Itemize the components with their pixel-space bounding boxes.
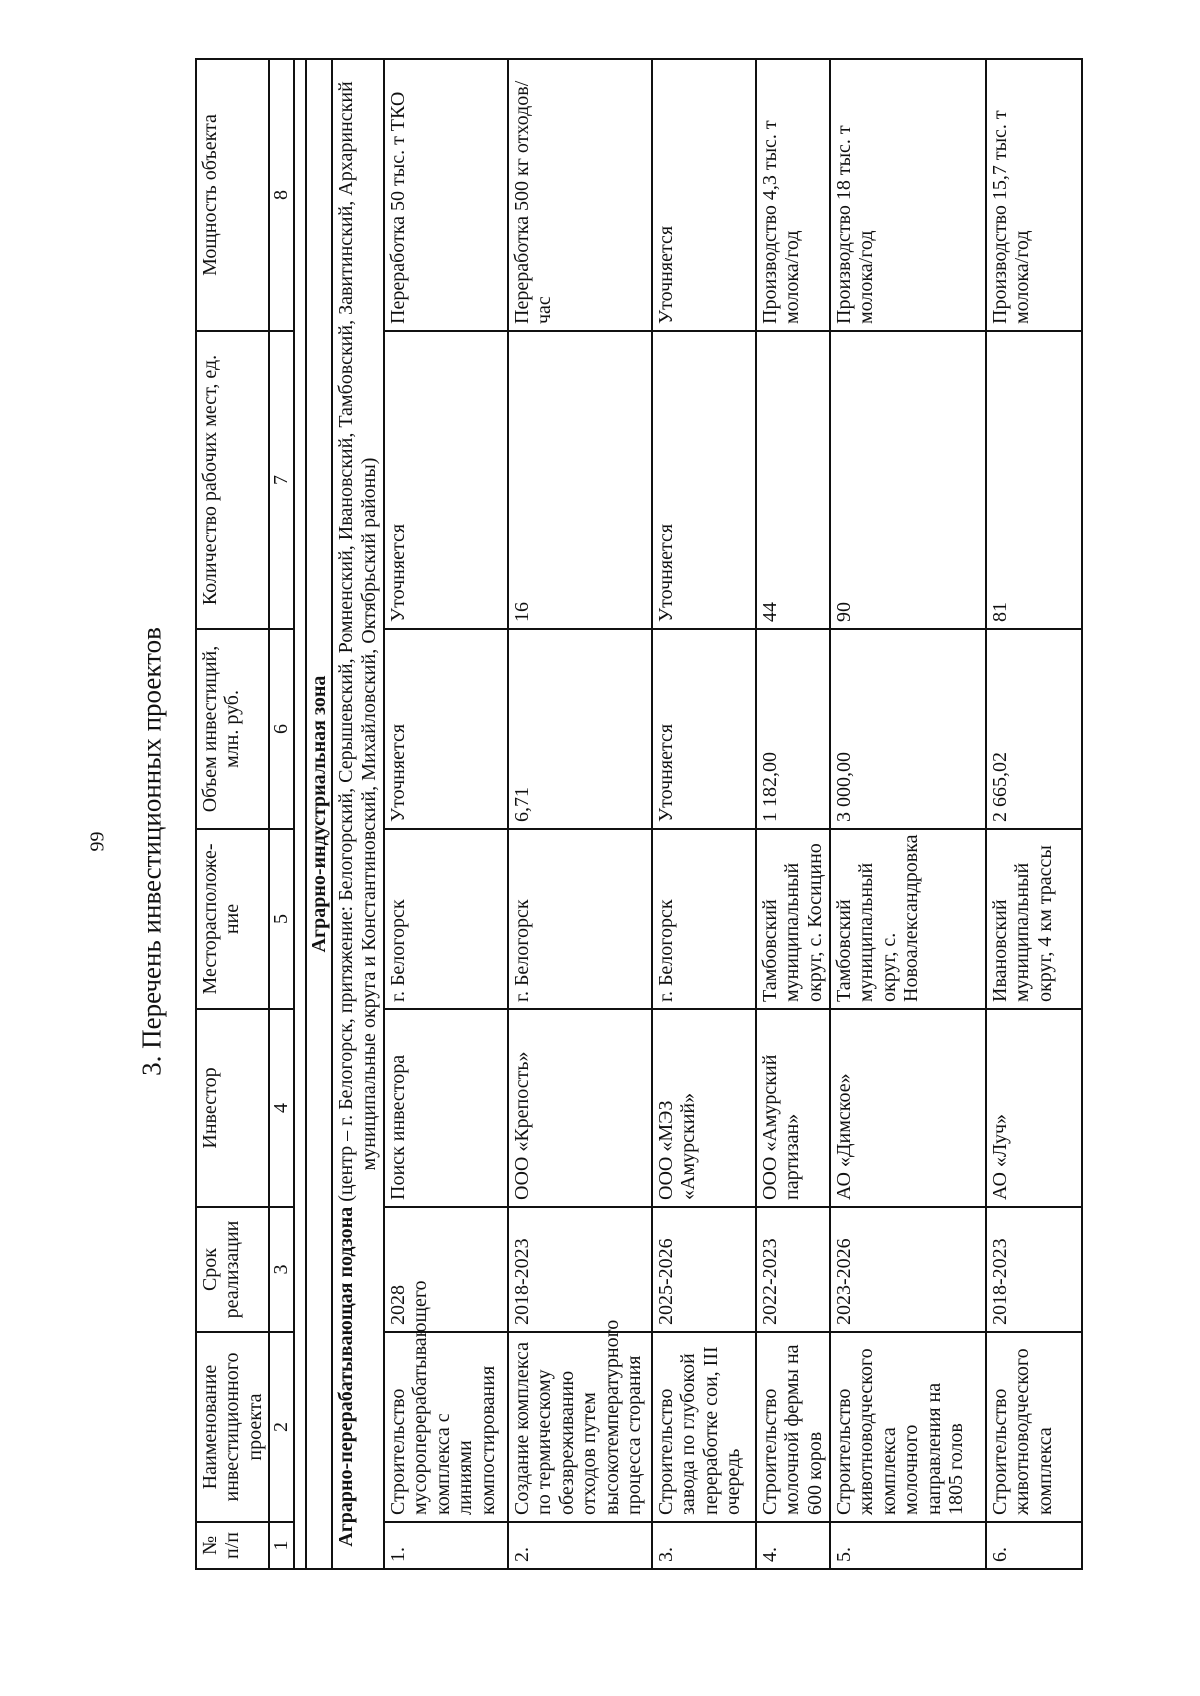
- project-name: Строительство мусороперерабатывающего комплекса с линиями компостирования: [384, 1332, 508, 1522]
- row-number: 6.: [986, 1522, 1082, 1569]
- project-jobs: 81: [986, 331, 1082, 629]
- project-capacity: Производство 15,7 тыс. т молока/год: [986, 59, 1082, 331]
- row-number: 3.: [652, 1522, 756, 1569]
- project-investment: 6,71: [508, 629, 652, 829]
- row-number: 4.: [756, 1522, 830, 1569]
- project-capacity: Переработка 50 тыс. т ТКО: [384, 59, 508, 331]
- project-name: Строительство животноводческого комплекса молочного направления на 1805 голов: [830, 1332, 986, 1522]
- table-row: [384, 59, 508, 1569]
- project-investor: ООО «Амурский партизан»: [756, 1009, 830, 1207]
- column-number: 8: [269, 59, 293, 331]
- column-number: 6: [269, 629, 293, 829]
- project-investor: ООО «МЭЗ «Амурский»: [652, 1009, 756, 1207]
- project-investment: Уточняется: [384, 629, 508, 829]
- project-investment: 3 000,00: [830, 629, 986, 829]
- project-investor: АО «Димское»: [830, 1009, 986, 1207]
- project-jobs: 44: [756, 331, 830, 629]
- project-name: Создание комплекса по термическому обезвреживанию отходов путем высокотемпературного процесса сторания: [508, 1332, 652, 1522]
- column-number: 3: [269, 1207, 293, 1332]
- project-capacity: Переработка 500 кг отходов/час: [508, 59, 652, 331]
- rotated-table-container: [195, 60, 1075, 1570]
- project-location: Тамбовский муниципальный округ, с. Косицино: [756, 829, 830, 1009]
- row-number: 1.: [384, 1522, 508, 1569]
- column-number: 4: [269, 1009, 293, 1207]
- spacer-cell: [294, 59, 306, 1569]
- project-term: 2028: [384, 1207, 508, 1332]
- project-jobs: 16: [508, 331, 652, 629]
- column-number-row: [269, 59, 293, 1569]
- project-capacity: Уточняется: [652, 59, 756, 331]
- column-number: 5: [269, 829, 293, 1009]
- table-row: [986, 59, 1082, 1569]
- spacer-row: [294, 59, 306, 1569]
- header-capacity: Мощность объекта: [196, 59, 269, 331]
- subzone-cell: [332, 59, 384, 1569]
- header-row: [196, 59, 269, 1569]
- project-capacity: Производство 18 тыс. т молока/год: [830, 59, 986, 331]
- project-location: г. Белогорск: [508, 829, 652, 1009]
- project-location: г. Белогорск: [384, 829, 508, 1009]
- header-location: Месторасположе-ние: [196, 829, 269, 1009]
- project-term: 2025-2026: [652, 1207, 756, 1332]
- subzone-description: (центр – г. Белогорск, притяжение: Белогорский, Серышевский, Ромненский, Ивановский, Тамбовский, Завитинский, Архаринский муниципальные округа и Константиновский, Михайловский, Октябрьский районы): [334, 81, 380, 1207]
- table-row: [508, 59, 652, 1569]
- project-location: Ивановский муниципальный округ, 4 км трассы: [986, 829, 1082, 1009]
- project-investment: 2 665,02: [986, 629, 1082, 829]
- investment-projects-table: [195, 58, 1083, 1570]
- project-investor: Поиск инвестора: [384, 1009, 508, 1207]
- header-investment: Объем инвестиций, млн. руб.: [196, 629, 269, 829]
- project-investor: АО «Луч»: [986, 1009, 1082, 1207]
- project-location: г. Белогорск: [652, 829, 756, 1009]
- project-term: 2023-2026: [830, 1207, 986, 1332]
- row-number: 2.: [508, 1522, 652, 1569]
- row-number: 5.: [830, 1522, 986, 1569]
- subzone-row: [332, 59, 384, 1569]
- project-location: Тамбовский муниципальный округ, с. Новоалександровка: [830, 829, 986, 1009]
- table-row: [830, 59, 986, 1569]
- header-jobs: Количество рабочих мест, ед.: [196, 331, 269, 629]
- project-jobs: Уточняется: [652, 331, 756, 629]
- zone-row: [306, 59, 332, 1569]
- header-project-name: Наименование инвестиционного проекта: [196, 1332, 269, 1522]
- column-number: 1: [269, 1522, 293, 1569]
- header-investor: Инвестор: [196, 1009, 269, 1207]
- project-name: Строительство животноводческого комплекса: [986, 1332, 1082, 1522]
- header-term: Срок реализации: [196, 1207, 269, 1332]
- column-number: 7: [269, 331, 293, 629]
- project-term: 2022-2023: [756, 1207, 830, 1332]
- column-number: 2: [269, 1332, 293, 1522]
- project-name: Строительство завода по глубокой переработке сои, III очередь: [652, 1332, 756, 1522]
- page-title: 3. Перечень инвестиционных проектов: [136, 627, 167, 1076]
- project-capacity: Производство 4,3 тыс. т молока/год: [756, 59, 830, 331]
- project-name: Строительство молочной фермы на 600 коров: [756, 1332, 830, 1522]
- project-term: 2018-2023: [508, 1207, 652, 1332]
- project-investor: ООО «Крепость»: [508, 1009, 652, 1207]
- table-row: [756, 59, 830, 1569]
- subzone-name: Аграрно-перерабатывающая подзона: [334, 1206, 357, 1547]
- project-jobs: Уточняется: [384, 331, 508, 629]
- project-jobs: 90: [830, 331, 986, 629]
- project-term: 2018-2023: [986, 1207, 1082, 1332]
- header-number: № п/п: [196, 1522, 269, 1569]
- project-investment: Уточняется: [652, 629, 756, 829]
- project-investment: 1 182,00: [756, 629, 830, 829]
- page-number: 99: [86, 831, 109, 852]
- table-row: [652, 59, 756, 1569]
- zone-title: Аграрно-индустриальная зона: [306, 59, 332, 1569]
